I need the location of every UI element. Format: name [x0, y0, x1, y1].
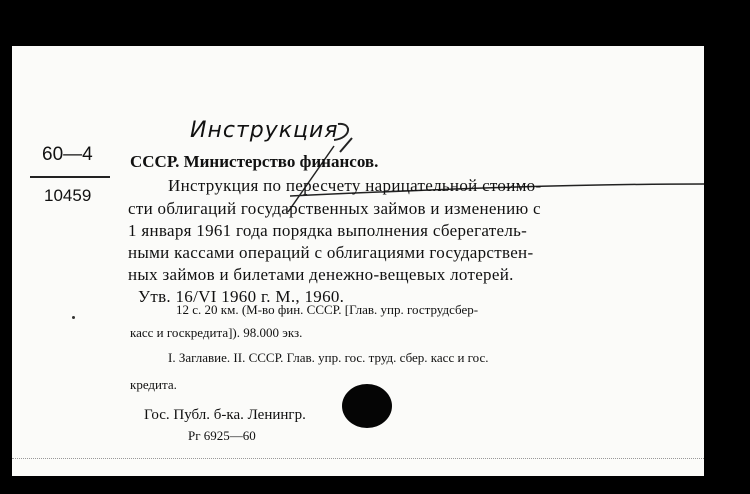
stamp-code: Рг 6925—60 [188, 428, 256, 443]
imprint-line: 12 с. 20 км. (М-во фин. СССР. [Глав. упр. гострудсбер- [176, 302, 479, 317]
handwritten-comma-mark [340, 138, 352, 152]
library-stamp: Гос. Публ. б-ка. Ленингр. [144, 407, 306, 423]
ink-blot [342, 384, 392, 428]
speck [72, 316, 75, 319]
call-number-divider [30, 176, 110, 178]
call-number: 60—4 [42, 144, 93, 165]
handwritten-bracket-mark [334, 124, 348, 140]
card-heading: СССР. Министерство финансов. [130, 152, 379, 171]
subject-entries: кредита. [130, 377, 177, 392]
approval-line: Утв. 16/VI 1960 г. M., 1960. [138, 287, 345, 306]
body-line: 1 января 1961 года порядка выполнения сберегатель- [128, 221, 528, 240]
handwritten-note: Инструкция [190, 118, 339, 143]
subject-entries: I. Заглавие. II. СССР. Глав. упр. гос. труд. сбер. касс и гос. [168, 350, 489, 365]
body-line: сти облигаций государственных займов и изменению с [128, 199, 541, 218]
body-line: ными кассами операций с облигациями государствен- [128, 243, 534, 262]
body-line: ных займов и билетами денежно-вещевых лотерей. [128, 265, 514, 284]
body-line: Инструкция по пересчету нарицательной стоимо- [168, 176, 542, 195]
imprint-line: касс и госкредита]). 98.000 экз. [130, 325, 303, 340]
catalog-number: 10459 [44, 186, 92, 205]
